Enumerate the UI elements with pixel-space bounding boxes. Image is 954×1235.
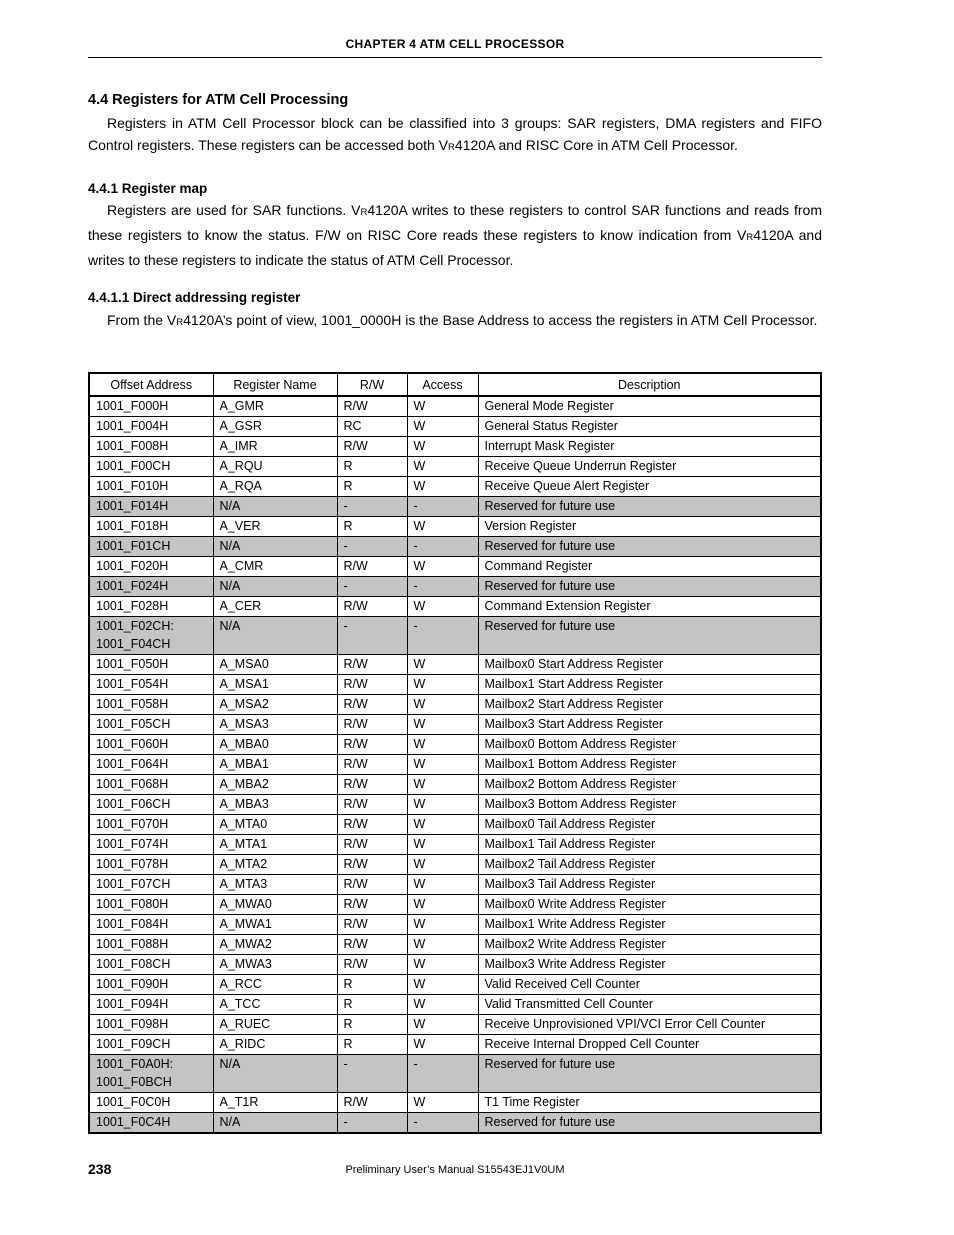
offset-line: 1001_F06CH: [96, 797, 171, 811]
cell-access: W: [407, 1093, 478, 1113]
cell-access: W: [407, 457, 478, 477]
offset-line: 1001_F0A0H:: [96, 1057, 174, 1071]
offset-line: 1001_F050H: [96, 657, 169, 671]
cell-access: W: [407, 417, 478, 437]
cell-offset-address: [89, 715, 213, 735]
cell-register-name: A_MWA2: [213, 935, 337, 955]
table-row: [89, 775, 821, 795]
cell-rw: R/W: [337, 675, 407, 695]
cell-offset-address: [89, 935, 213, 955]
cell-access: W: [407, 735, 478, 755]
offset-line: 1001_F000H: [96, 399, 169, 413]
cell-description: General Status Register: [478, 417, 821, 437]
table-row: [89, 1093, 821, 1113]
cell-offset-address: [89, 557, 213, 577]
cell-register-name: A_MTA0: [213, 815, 337, 835]
cell-offset-address: [89, 915, 213, 935]
offset-line: 1001_F098H: [96, 1017, 169, 1031]
offset-line: 1001_F080H: [96, 897, 169, 911]
table-row: [89, 695, 821, 715]
cell-access: W: [407, 437, 478, 457]
cell-access: W: [407, 995, 478, 1015]
cell-description: Mailbox3 Start Address Register: [478, 715, 821, 735]
table-header-row: [89, 373, 821, 396]
cell-register-name: A_MBA1: [213, 755, 337, 775]
cell-description: Valid Transmitted Cell Counter: [478, 995, 821, 1015]
header-rule: [88, 57, 822, 58]
table-row: [89, 955, 821, 975]
subsection-title: 4.4.1 Register map: [88, 181, 208, 196]
cell-rw: -: [337, 497, 407, 517]
cell-description: Reserved for future use: [478, 1055, 821, 1093]
cell-rw: R/W: [337, 875, 407, 895]
cell-rw: R/W: [337, 735, 407, 755]
table-row: [89, 577, 821, 597]
table-row: [89, 597, 821, 617]
offset-line: 1001_F074H: [96, 837, 169, 851]
header-offset-address: Offset Address: [89, 373, 213, 396]
table-row: [89, 935, 821, 955]
cell-access: W: [407, 557, 478, 577]
cell-offset-address: [89, 417, 213, 437]
table-row: [89, 537, 821, 557]
cell-access: -: [407, 1113, 478, 1134]
cell-offset-address: [89, 597, 213, 617]
cell-offset-address: [89, 775, 213, 795]
cell-offset-address: [89, 755, 213, 775]
cell-access: W: [407, 755, 478, 775]
cell-description: Command Extension Register: [478, 597, 821, 617]
cell-offset-address: [89, 1055, 213, 1093]
table-row: [89, 995, 821, 1015]
cell-offset-address: [89, 975, 213, 995]
offset-line: 1001_F054H: [96, 677, 169, 691]
offset-line: 1001_F02CH:: [96, 619, 174, 633]
cell-offset-address: [89, 1113, 213, 1134]
cell-offset-address: [89, 1093, 213, 1113]
offset-line: 1001_F064H: [96, 757, 169, 771]
offset-line: 1001_F024H: [96, 579, 169, 593]
cell-offset-address: [89, 577, 213, 597]
header-register-name: Register Name: [213, 373, 337, 396]
cell-offset-address: [89, 497, 213, 517]
cell-rw: R/W: [337, 775, 407, 795]
offset-line: 1001_F0C4H: [96, 1115, 171, 1129]
cell-rw: R/W: [337, 935, 407, 955]
cell-offset-address: [89, 995, 213, 1015]
cell-rw: R: [337, 457, 407, 477]
chapter-header: CHAPTER 4 ATM CELL PROCESSOR: [345, 37, 565, 51]
cell-access: W: [407, 935, 478, 955]
cell-description: Mailbox0 Bottom Address Register: [478, 735, 821, 755]
cell-offset-address: [89, 955, 213, 975]
offset-line: 1001_F0BCH: [96, 1075, 172, 1089]
cell-register-name: N/A: [213, 497, 337, 517]
offset-line: 1001_F07CH: [96, 877, 171, 891]
cell-offset-address: [89, 1035, 213, 1055]
table-row: [89, 617, 821, 655]
offset-line: 1001_F078H: [96, 857, 169, 871]
cell-register-name: A_GSR: [213, 417, 337, 437]
cell-offset-address: [89, 795, 213, 815]
cell-access: W: [407, 955, 478, 975]
table-row: [89, 1035, 821, 1055]
header-description: Description: [478, 373, 821, 396]
cell-rw: R: [337, 517, 407, 537]
cell-offset-address: [89, 457, 213, 477]
offset-line: 1001_F088H: [96, 937, 169, 951]
cell-description: Receive Internal Dropped Cell Counter: [478, 1035, 821, 1055]
cell-rw: R/W: [337, 715, 407, 735]
cell-description: Mailbox2 Tail Address Register: [478, 855, 821, 875]
cell-register-name: A_MWA0: [213, 895, 337, 915]
cell-register-name: A_RIDC: [213, 1035, 337, 1055]
cell-access: W: [407, 675, 478, 695]
cell-description: Interrupt Mask Register: [478, 437, 821, 457]
cell-register-name: A_CMR: [213, 557, 337, 577]
cell-description: Mailbox0 Write Address Register: [478, 895, 821, 915]
cell-offset-address: [89, 537, 213, 557]
cell-description: Version Register: [478, 517, 821, 537]
cell-description: Reserved for future use: [478, 617, 821, 655]
cell-access: W: [407, 517, 478, 537]
cell-offset-address: [89, 617, 213, 655]
cell-access: W: [407, 975, 478, 995]
cell-description: General Mode Register: [478, 396, 821, 417]
cell-register-name: N/A: [213, 1055, 337, 1093]
cell-rw: R/W: [337, 755, 407, 775]
page-number: 238: [88, 1161, 112, 1177]
cell-register-name: A_MBA0: [213, 735, 337, 755]
cell-offset-address: [89, 695, 213, 715]
cell-rw: R/W: [337, 895, 407, 915]
offset-line: 1001_F008H: [96, 439, 169, 453]
cell-access: W: [407, 895, 478, 915]
table-row: [89, 655, 821, 675]
cell-rw: R/W: [337, 557, 407, 577]
cell-access: -: [407, 577, 478, 597]
table-row: [89, 457, 821, 477]
cell-access: W: [407, 915, 478, 935]
offset-line: 1001_F08CH: [96, 957, 171, 971]
subsection-paragraph: Registers are used for SAR functions. VR4120A writes to these registers to control SAR functions and reads from these registers to know the status. F/W on RISC Core reads these registers to know indication from VR4120A and writes to these registers to indicate the status of ATM Cell Processor.: [88, 202, 823, 268]
offset-line: 1001_F090H: [96, 977, 169, 991]
cell-rw: -: [337, 1113, 407, 1134]
cell-description: Mailbox0 Tail Address Register: [478, 815, 821, 835]
table-row: [89, 1113, 821, 1134]
section-title: 4.4 Registers for ATM Cell Processing: [88, 92, 349, 108]
cell-description: Mailbox3 Write Address Register: [478, 955, 821, 975]
table-row: [89, 795, 821, 815]
cell-rw: R/W: [337, 915, 407, 935]
cell-offset-address: [89, 655, 213, 675]
cell-register-name: A_GMR: [213, 396, 337, 417]
offset-line: 1001_F09CH: [96, 1037, 171, 1051]
offset-line: 1001_F05CH: [96, 717, 171, 731]
table-row: [89, 497, 821, 517]
section-paragraph: Registers in ATM Cell Processor block can be classified into 3 groups: SAR registers, DMA registers and FIFO Control registers. These registers can be accessed both VR4120A and RISC Core in ATM Cell Processor.: [88, 115, 822, 153]
table-row: [89, 417, 821, 437]
offset-line: 1001_F004H: [96, 419, 169, 433]
offset-line: 1001_F084H: [96, 917, 169, 931]
cell-access: -: [407, 617, 478, 655]
table-row: [89, 875, 821, 895]
cell-access: W: [407, 815, 478, 835]
table-row: [89, 517, 821, 537]
header-rw: R/W: [337, 373, 407, 396]
offset-line: 1001_F014H: [96, 499, 169, 513]
cell-rw: -: [337, 577, 407, 597]
cell-register-name: A_MSA3: [213, 715, 337, 735]
cell-access: -: [407, 537, 478, 557]
table-row: [89, 396, 821, 417]
cell-description: Mailbox1 Bottom Address Register: [478, 755, 821, 775]
offset-line: 1001_F018H: [96, 519, 169, 533]
table-row: [89, 1015, 821, 1035]
cell-rw: -: [337, 617, 407, 655]
cell-access: W: [407, 875, 478, 895]
cell-register-name: A_MBA3: [213, 795, 337, 815]
cell-register-name: A_RQA: [213, 477, 337, 497]
cell-register-name: A_MWA1: [213, 915, 337, 935]
table-row: [89, 755, 821, 775]
cell-register-name: A_CER: [213, 597, 337, 617]
cell-description: Receive Queue Underrun Register: [478, 457, 821, 477]
subsubsection-paragraph: From the VR4120A’s point of view, 1001_0000H is the Base Address to access the registers in ATM Cell Processor.: [107, 312, 818, 328]
cell-register-name: A_RUEC: [213, 1015, 337, 1035]
cell-rw: R/W: [337, 855, 407, 875]
table-row: [89, 815, 821, 835]
cell-offset-address: [89, 517, 213, 537]
table-row: [89, 437, 821, 457]
subsubsection-title: 4.4.1.1 Direct addressing register: [88, 290, 301, 305]
table-row: [89, 1055, 821, 1093]
table-row: [89, 715, 821, 735]
cell-offset-address: [89, 815, 213, 835]
cell-rw: R/W: [337, 1093, 407, 1113]
cell-access: W: [407, 477, 478, 497]
cell-register-name: A_MTA2: [213, 855, 337, 875]
cell-rw: -: [337, 1055, 407, 1093]
offset-line: 1001_F00CH: [96, 459, 171, 473]
cell-rw: R: [337, 477, 407, 497]
cell-access: W: [407, 695, 478, 715]
cell-description: Mailbox2 Start Address Register: [478, 695, 821, 715]
cell-description: Receive Unprovisioned VPI/VCI Error Cell Counter: [478, 1015, 821, 1035]
cell-access: W: [407, 655, 478, 675]
cell-register-name: A_MSA0: [213, 655, 337, 675]
cell-rw: R/W: [337, 815, 407, 835]
cell-rw: R/W: [337, 396, 407, 417]
cell-offset-address: [89, 875, 213, 895]
table-row: [89, 835, 821, 855]
offset-line: 1001_F058H: [96, 697, 169, 711]
cell-register-name: A_MTA3: [213, 875, 337, 895]
cell-offset-address: [89, 835, 213, 855]
cell-register-name: N/A: [213, 617, 337, 655]
cell-rw: R/W: [337, 437, 407, 457]
cell-rw: R: [337, 995, 407, 1015]
cell-rw: R/W: [337, 835, 407, 855]
cell-description: Reserved for future use: [478, 537, 821, 557]
cell-description: Mailbox2 Write Address Register: [478, 935, 821, 955]
cell-access: W: [407, 1015, 478, 1035]
header-access: Access: [407, 373, 478, 396]
cell-access: W: [407, 795, 478, 815]
cell-access: W: [407, 835, 478, 855]
cell-rw: R/W: [337, 695, 407, 715]
cell-register-name: A_RQU: [213, 457, 337, 477]
footer-manual-title: Preliminary User’s Manual S15543EJ1V0UM: [345, 1164, 565, 1176]
cell-rw: R/W: [337, 795, 407, 815]
offset-line: 1001_F028H: [96, 599, 169, 613]
offset-line: 1001_F04CH: [96, 637, 171, 651]
table-body: [89, 396, 821, 1133]
offset-line: 1001_F0C0H: [96, 1095, 171, 1109]
cell-register-name: A_VER: [213, 517, 337, 537]
offset-line: 1001_F060H: [96, 737, 169, 751]
cell-offset-address: [89, 895, 213, 915]
cell-rw: -: [337, 537, 407, 557]
table-row: [89, 915, 821, 935]
table-row: [89, 975, 821, 995]
table-row: [89, 855, 821, 875]
table-row: [89, 735, 821, 755]
cell-description: Mailbox1 Start Address Register: [478, 675, 821, 695]
offset-line: 1001_F068H: [96, 777, 169, 791]
cell-description: Receive Queue Alert Register: [478, 477, 821, 497]
cell-offset-address: [89, 396, 213, 417]
cell-description: T1 Time Register: [478, 1093, 821, 1113]
cell-rw: R/W: [337, 955, 407, 975]
cell-access: W: [407, 855, 478, 875]
cell-access: W: [407, 396, 478, 417]
cell-register-name: N/A: [213, 1113, 337, 1134]
table-row: [89, 895, 821, 915]
cell-rw: R/W: [337, 655, 407, 675]
cell-register-name: N/A: [213, 577, 337, 597]
cell-description: Mailbox3 Tail Address Register: [478, 875, 821, 895]
cell-description: Reserved for future use: [478, 1113, 821, 1134]
cell-access: -: [407, 497, 478, 517]
cell-rw: R: [337, 1015, 407, 1035]
cell-description: Mailbox2 Bottom Address Register: [478, 775, 821, 795]
cell-register-name: A_RCC: [213, 975, 337, 995]
cell-description: Reserved for future use: [478, 577, 821, 597]
cell-register-name: A_T1R: [213, 1093, 337, 1113]
offset-line: 1001_F010H: [96, 479, 169, 493]
cell-description: Valid Received Cell Counter: [478, 975, 821, 995]
cell-register-name: A_MBA2: [213, 775, 337, 795]
cell-description: Mailbox0 Start Address Register: [478, 655, 821, 675]
table-row: [89, 557, 821, 577]
offset-line: 1001_F070H: [96, 817, 169, 831]
offset-line: 1001_F094H: [96, 997, 169, 1011]
cell-rw: RC: [337, 417, 407, 437]
cell-description: Mailbox1 Tail Address Register: [478, 835, 821, 855]
cell-access: -: [407, 1055, 478, 1093]
cell-access: W: [407, 597, 478, 617]
cell-register-name: A_MWA3: [213, 955, 337, 975]
table-row: [89, 477, 821, 497]
cell-offset-address: [89, 855, 213, 875]
cell-register-name: A_TCC: [213, 995, 337, 1015]
cell-rw: R: [337, 975, 407, 995]
table-row: [89, 675, 821, 695]
cell-register-name: A_MSA2: [213, 695, 337, 715]
cell-offset-address: [89, 675, 213, 695]
cell-description: Mailbox3 Bottom Address Register: [478, 795, 821, 815]
offset-line: 1001_F01CH: [96, 539, 171, 553]
cell-register-name: A_IMR: [213, 437, 337, 457]
register-table: [88, 372, 822, 1134]
cell-access: W: [407, 715, 478, 735]
cell-description: Mailbox1 Write Address Register: [478, 915, 821, 935]
cell-access: W: [407, 775, 478, 795]
offset-line: 1001_F020H: [96, 559, 169, 573]
cell-offset-address: [89, 735, 213, 755]
cell-offset-address: [89, 477, 213, 497]
cell-rw: R/W: [337, 597, 407, 617]
cell-offset-address: [89, 1015, 213, 1035]
cell-register-name: N/A: [213, 537, 337, 557]
cell-register-name: A_MTA1: [213, 835, 337, 855]
cell-rw: R: [337, 1035, 407, 1055]
cell-description: Command Register: [478, 557, 821, 577]
cell-description: Reserved for future use: [478, 497, 821, 517]
cell-access: W: [407, 1035, 478, 1055]
cell-offset-address: [89, 437, 213, 457]
cell-register-name: A_MSA1: [213, 675, 337, 695]
